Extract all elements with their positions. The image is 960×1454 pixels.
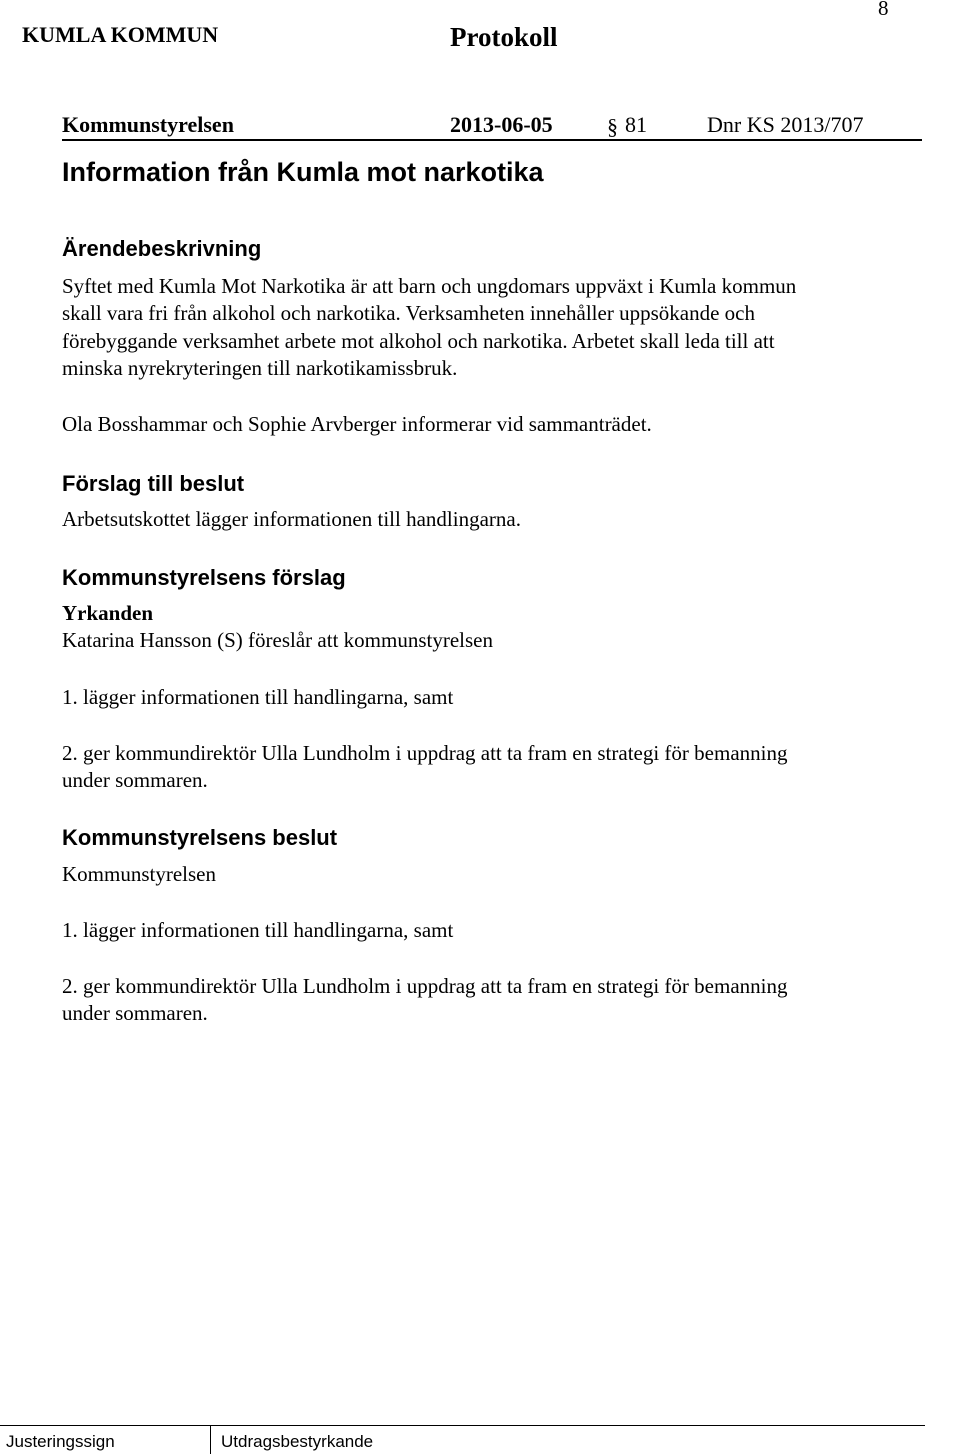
page-number: 8 bbox=[878, 0, 889, 20]
case-number: Dnr KS 2013/707 bbox=[707, 112, 864, 137]
decision-item-2-line-1: 2. ger kommundirektör Ulla Lundholm i uppdrag att ta fram en strategi för bemanning bbox=[62, 974, 788, 998]
decision-item-2-line-2: under sommaren. bbox=[62, 1001, 208, 1025]
motion-item-1: 1. lägger informationen till handlingarna, samt bbox=[62, 685, 454, 709]
decision-item-1: 1. lägger informationen till handlingarna, samt bbox=[62, 918, 454, 942]
municipality-name: KUMLA KOMMUN bbox=[22, 22, 219, 47]
case-description-line-1: Syftet med Kumla Mot Narkotika är att barn och ungdomars uppväxt i Kumla kommun bbox=[62, 274, 797, 298]
paragraph-number: 81 bbox=[625, 112, 647, 137]
subheading-yrkanden: Yrkanden bbox=[62, 601, 154, 625]
footer-divider bbox=[0, 1425, 925, 1426]
footer-utdragsbestyrkande: Utdragsbestyrkande bbox=[221, 1432, 374, 1451]
header-divider bbox=[62, 139, 922, 141]
footer-justeringssign: Justeringssign bbox=[6, 1432, 115, 1451]
section-heading-ks-forslag: Kommunstyrelsens förslag bbox=[62, 565, 346, 590]
case-description-line-3: förebyggande verksamhet arbete mot alkohol och narkotika. Arbetet skall leda till att bbox=[62, 329, 775, 353]
proposal-text: Arbetsutskottet lägger informationen till handlingarna. bbox=[62, 507, 521, 531]
page-title: Information från Kumla mot narkotika bbox=[62, 157, 544, 187]
motion-item-2-line-2: under sommaren. bbox=[62, 768, 208, 792]
section-heading-forslag: Förslag till beslut bbox=[62, 471, 245, 496]
footer-cell-divider bbox=[210, 1425, 211, 1454]
document-type: Protokoll bbox=[450, 22, 558, 52]
meeting-body: Kommunstyrelsen bbox=[62, 112, 234, 137]
section-heading-arendebeskrivning: Ärendebeskrivning bbox=[62, 236, 262, 261]
case-description-line-4: minska nyrekryteringen till narkotikamissbruk. bbox=[62, 356, 458, 380]
decision-intro: Kommunstyrelsen bbox=[62, 862, 216, 886]
section-heading-ks-beslut: Kommunstyrelsens beslut bbox=[62, 825, 338, 850]
section-symbol: § bbox=[607, 114, 618, 139]
motion-item-2-line-1: 2. ger kommundirektör Ulla Lundholm i uppdrag att ta fram en strategi för bemanning bbox=[62, 741, 788, 765]
case-description-line-2: skall vara fri från alkohol och narkotika. Verksamheten innehåller uppsökande och bbox=[62, 301, 755, 325]
meeting-date: 2013-06-05 bbox=[450, 112, 553, 137]
informants-paragraph: Ola Bosshammar och Sophie Arvberger informerar vid sammanträdet. bbox=[62, 412, 652, 436]
motion-intro: Katarina Hansson (S) föreslår att kommunstyrelsen bbox=[62, 628, 493, 652]
